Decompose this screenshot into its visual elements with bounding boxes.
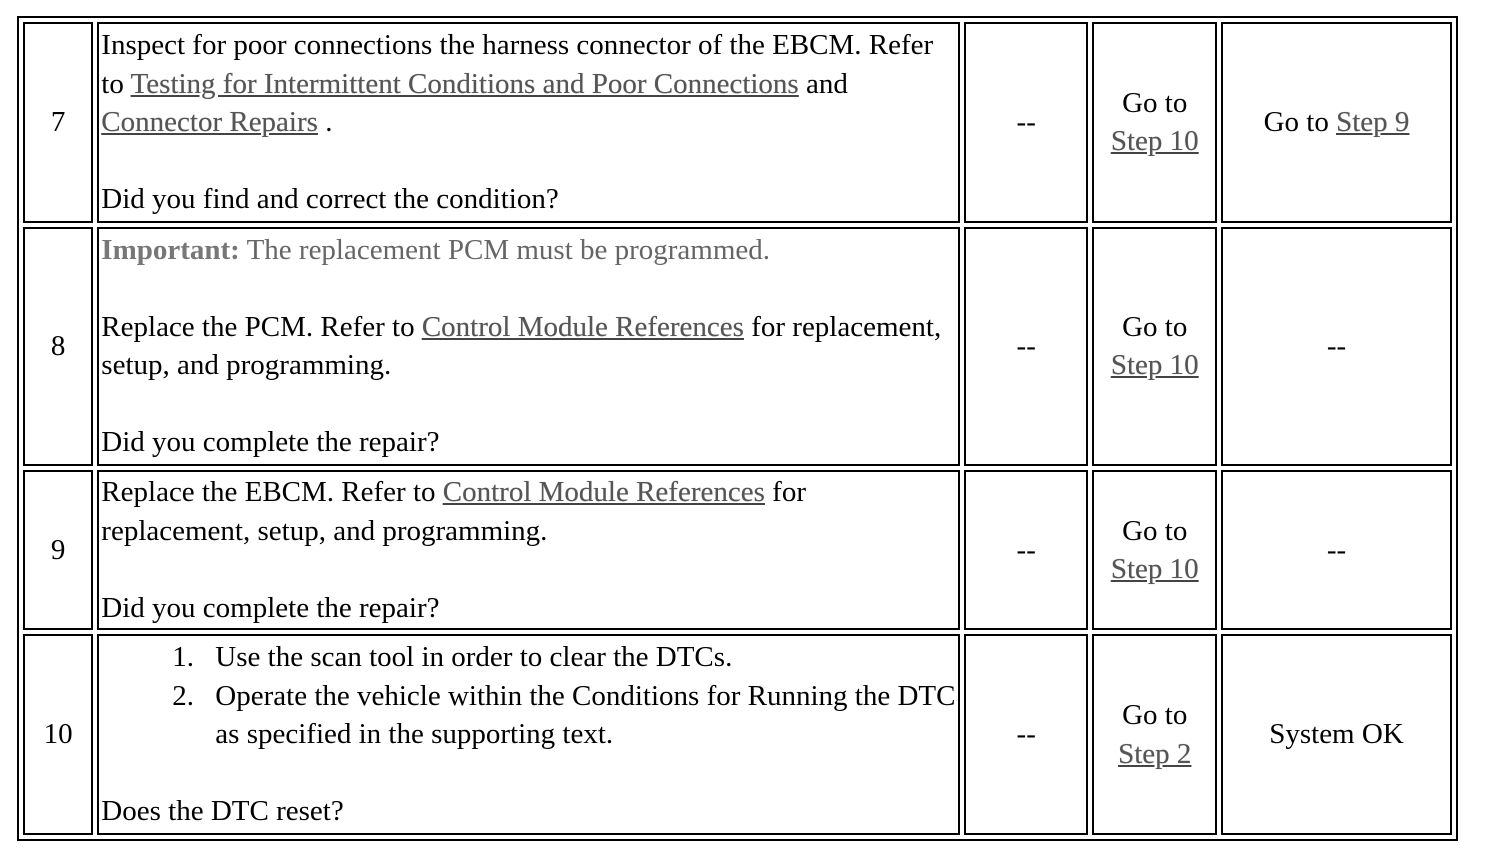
action-text: Replace the EBCM. Refer to	[101, 476, 443, 509]
table-row	[23, 470, 1452, 630]
step-number: 7	[23, 22, 93, 223]
step-number: 8	[23, 227, 93, 466]
step-yes	[1092, 470, 1217, 630]
control-module-references-link[interactable]: Control Module References	[442, 476, 765, 509]
spacer	[101, 142, 956, 181]
action-paragraph	[101, 26, 956, 142]
step-action	[97, 227, 960, 466]
goto-step-2-link[interactable]: Step 2	[1118, 737, 1192, 770]
goto-text: Go to	[1122, 86, 1188, 119]
important-text: The replacement PCM must be programmed.	[239, 233, 771, 266]
list-item: 2. Operate the vehicle within the Conditions for Running the DTC as specified in the supporting text.	[201, 677, 956, 754]
action-paragraph	[101, 308, 956, 385]
step-no: System OK	[1221, 634, 1452, 835]
step-yes	[1092, 22, 1217, 223]
action-text: .	[317, 106, 333, 139]
important-note	[101, 231, 956, 270]
goto-step-10-link[interactable]: Step 10	[1110, 349, 1199, 382]
step-yes	[1092, 634, 1217, 835]
step-action	[97, 22, 960, 223]
list-item: 1. Use the scan tool in order to clear the DTCs.	[201, 638, 956, 677]
step-value: --	[964, 22, 1089, 223]
action-paragraph	[101, 473, 956, 550]
step-value: --	[964, 227, 1089, 466]
action-question: Did you find and correct the condition?	[101, 183, 559, 216]
goto-step-10-link[interactable]: Step 10	[1110, 553, 1199, 586]
table-row	[23, 227, 1452, 466]
goto-text: Go to	[1122, 310, 1188, 343]
action-text: for replacement, setup, and programming.	[101, 310, 942, 382]
step-action	[97, 634, 960, 835]
action-question: Does the DTC reset?	[101, 795, 344, 828]
step-no: --	[1221, 470, 1452, 630]
important-label: Important:	[101, 233, 240, 266]
control-module-references-link[interactable]: Control Module References	[421, 310, 744, 343]
goto-text: Go to	[1122, 699, 1188, 732]
step-number: 10	[23, 634, 93, 835]
step-no: --	[1221, 227, 1452, 466]
action-question: Did you complete the repair?	[101, 426, 440, 459]
connector-repairs-link[interactable]: Connector Repairs	[101, 106, 318, 139]
step-action	[97, 470, 960, 630]
spacer	[101, 550, 956, 589]
action-question: Did you complete the repair?	[101, 591, 440, 624]
goto-text: Go to	[1263, 106, 1337, 139]
spacer	[101, 385, 956, 424]
spacer	[101, 754, 956, 793]
spacer	[101, 269, 956, 308]
table-row	[23, 22, 1452, 223]
action-text: Inspect for poor connections the harness connector of the EBCM. Refer to	[101, 29, 934, 100]
procedure-list	[101, 638, 956, 754]
action-text: Replace the PCM. Refer to	[101, 310, 422, 343]
goto-step-9-link[interactable]: Step 9	[1336, 106, 1410, 139]
action-text: for replacement, setup, and programming.	[101, 476, 806, 547]
step-no	[1221, 22, 1452, 223]
table-row	[23, 634, 1452, 835]
step-yes	[1092, 227, 1217, 466]
intermittent-conditions-link[interactable]: Testing for Intermittent Conditions and Poor Connections	[130, 67, 799, 100]
step-number: 9	[23, 470, 93, 630]
step-value: --	[964, 634, 1089, 835]
goto-step-10-link[interactable]: Step 10	[1110, 125, 1199, 158]
goto-text: Go to	[1122, 514, 1188, 547]
step-value: --	[964, 470, 1089, 630]
diagnostic-table-frame	[17, 16, 1458, 841]
action-text: and	[798, 67, 848, 100]
diagnostic-steps-table	[19, 18, 1456, 839]
